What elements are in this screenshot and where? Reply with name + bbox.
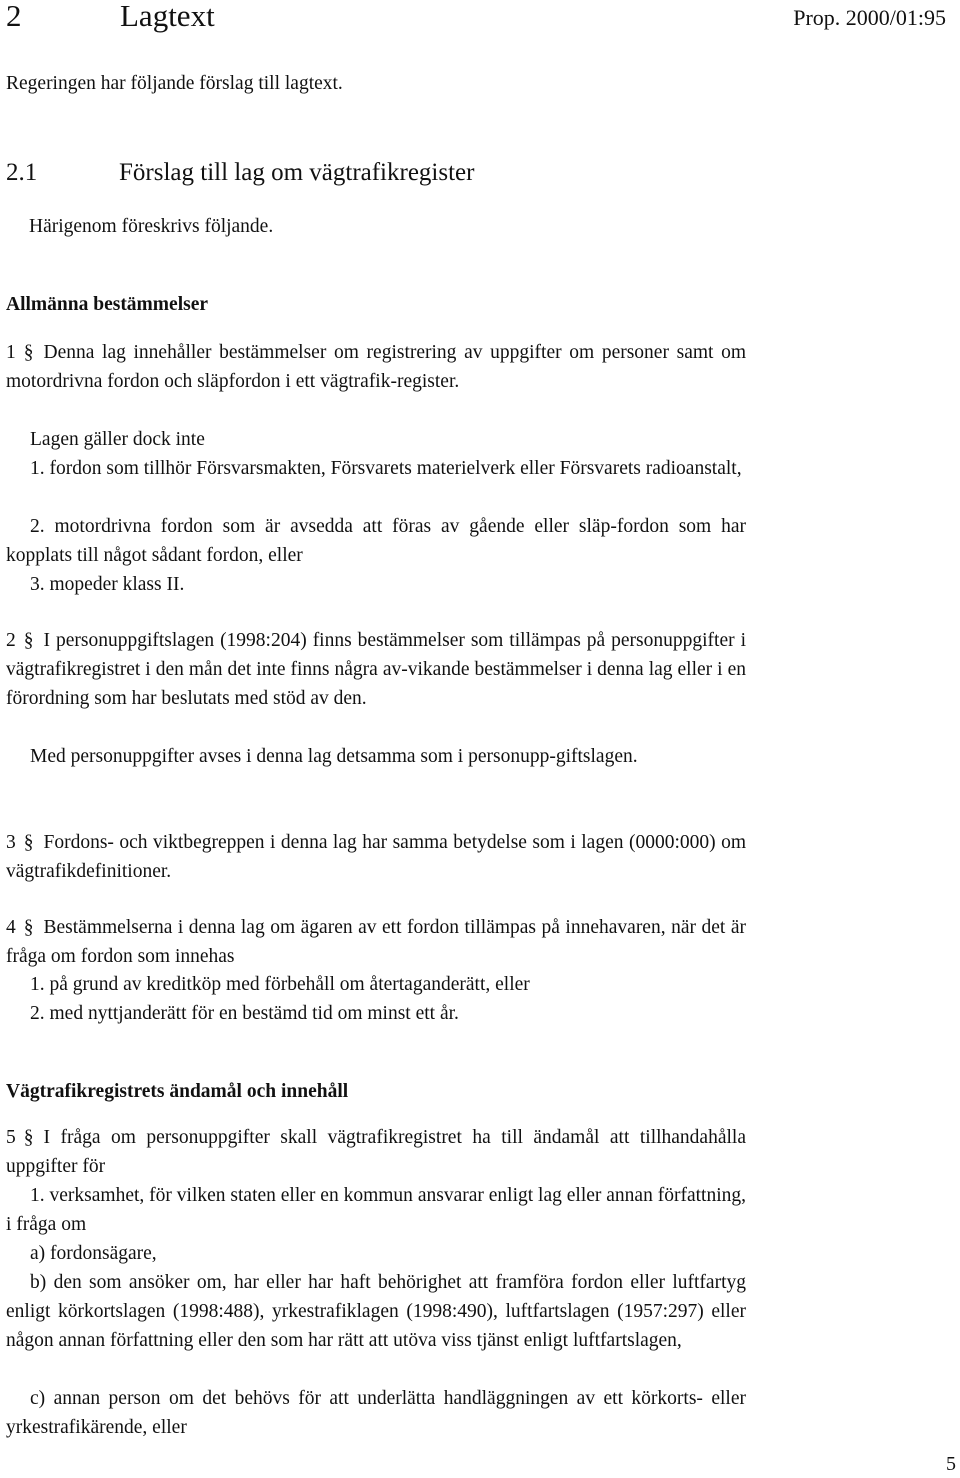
sub-item-b: b) den som ansöker om, har eller har haft behörighet att framföra fordon eller luftfartyg enligt körkortslagen (1998:488), yrkestrafiklagen (1998:490), luftfartslagen (1957:297) eller någon annan författning eller den som har rätt att utöva viss tjänst enligt luftfartslagen,	[6, 1272, 746, 1351]
paragraph-1-number: 1	[6, 342, 16, 363]
paragraph-2-second: Med personuppgifter avses i denna lag detsamma som i personupp-giftslagen.	[30, 746, 638, 767]
section-title: Förslag till lag om vägtrafikregister	[119, 159, 475, 186]
list-item: 2. med nyttjanderätt för en bestämd tid om minst ett år.	[30, 1003, 459, 1024]
paragraph-5-text: I fråga om personuppgifter skall vägtrafikregistret ha till ändamål att tillhandahålla uppgifter för	[6, 1127, 746, 1177]
section-sign: §	[23, 630, 34, 651]
paragraph-1	[6, 338, 746, 396]
heading-general-provisions: Allmänna bestämmelser	[6, 294, 209, 315]
paragraph-3-text: Fordons- och viktbegreppen i denna lag har samma betydelse som i lagen (0000:000) om vägtrafikdefinitioner.	[6, 832, 746, 882]
chapter-title: Lagtext	[120, 0, 215, 33]
sub-item-a: a) fordonsägare,	[30, 1243, 157, 1264]
section-number: 2.1	[6, 159, 38, 186]
paragraph-4-number: 4	[6, 917, 16, 938]
paragraph-5-number: 5	[6, 1127, 16, 1148]
page-number: 5	[946, 1453, 956, 1475]
preamble: Härigenom föreskrivs följande.	[29, 216, 274, 237]
paragraph-4	[6, 913, 746, 971]
paragraph-4-text: Bestämmelserna i denna lag om ägaren av ett fordon tillämpas på innehavaren, när det är fråga om fordon som innehas	[6, 917, 746, 967]
section-sign: §	[23, 832, 34, 853]
intro-sentence: Regeringen har följande förslag till lagtext.	[6, 73, 343, 94]
list-item: 1. på grund av kreditköp med förbehåll om återtaganderätt, eller	[30, 974, 530, 995]
paragraph-2	[6, 626, 746, 713]
sub-item-c: c) annan person om det behövs för att underlätta handläggningen av ett körkorts- eller yrkestrafikärende, eller	[6, 1388, 746, 1438]
paragraph-1-lead: Lagen gäller dock inte	[30, 429, 205, 450]
heading-purpose-content: Vägtrafikregistrets ändamål och innehåll	[6, 1081, 349, 1102]
section-sign: §	[23, 917, 34, 938]
paragraph-2-number: 2	[6, 630, 16, 651]
list-item: 1. fordon som tillhör Försvarsmakten, Försvarets materielverk eller Försvarets radioanstalt,	[30, 458, 742, 479]
section-sign: §	[23, 342, 34, 363]
paragraph-3-number: 3	[6, 832, 16, 853]
list-item: 3. mopeder klass II.	[30, 574, 185, 595]
paragraph-3	[6, 828, 746, 886]
proposition-reference: Prop. 2000/01:95	[793, 5, 946, 30]
chapter-number: 2	[6, 0, 22, 33]
paragraph-5	[6, 1123, 746, 1181]
list-item: 2. motordrivna fordon som är avsedda att föras av gående eller släp-fordon som har kopplats till något sådant fordon, eller	[6, 516, 746, 566]
paragraph-2-text: I personuppgiftslagen (1998:204) finns bestämmelser som tillämpas på personuppgifter i vägtrafikregistret i den mån det inte finns några av-vikande bestämmelser i denna lag eller i en förordning som har beslutats med stöd av den.	[6, 630, 746, 709]
paragraph-1-text: Denna lag innehåller bestämmelser om registrering av uppgifter om personer samt om motordrivna fordon och släpfordon i ett vägtrafik-register.	[6, 342, 746, 392]
list-item: 1. verksamhet, för vilken staten eller en kommun ansvarar enligt lag eller annan författning, i fråga om	[6, 1185, 746, 1235]
section-sign: §	[23, 1127, 34, 1148]
